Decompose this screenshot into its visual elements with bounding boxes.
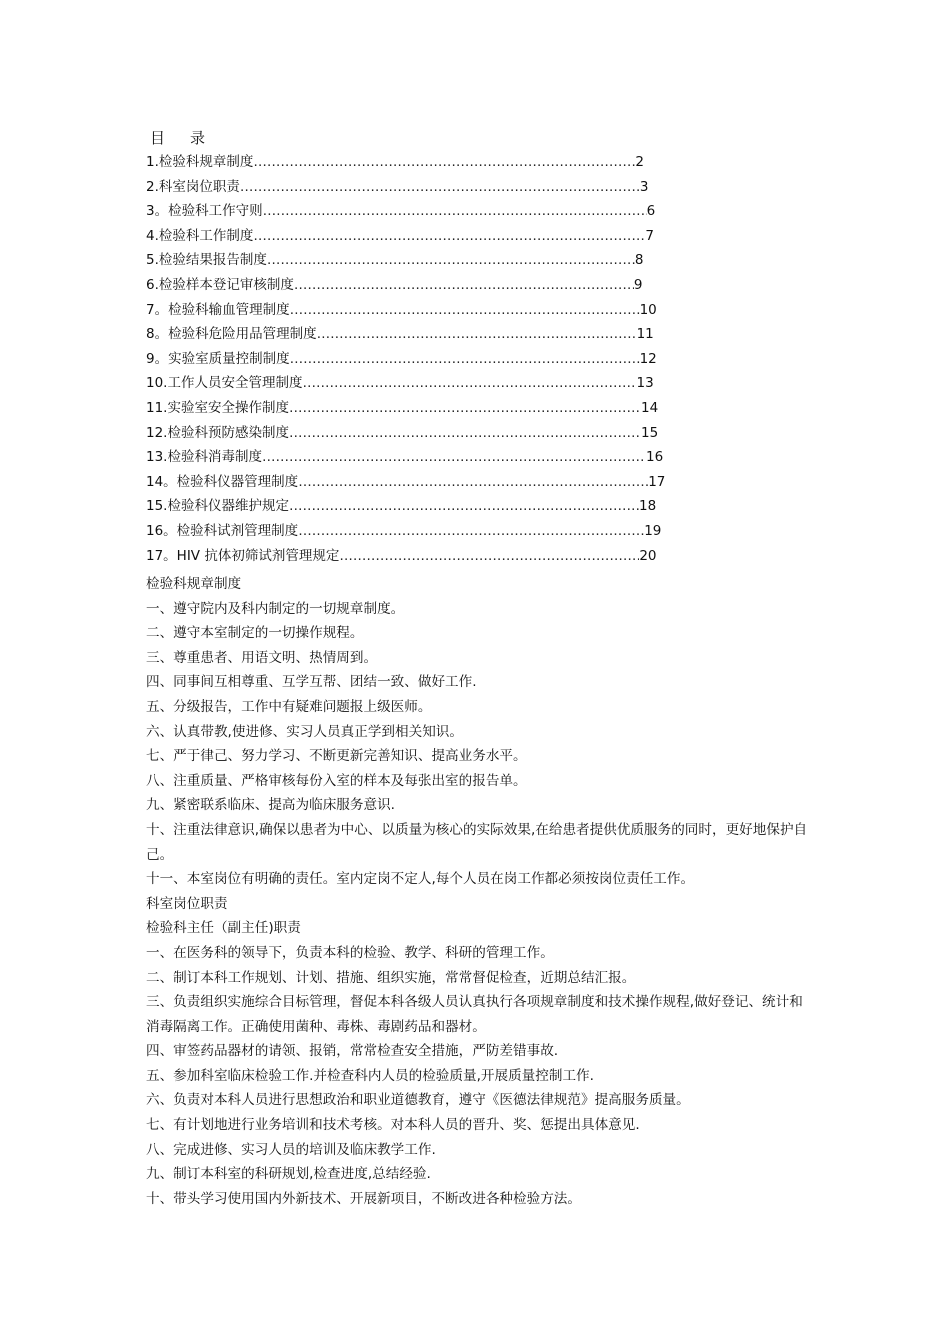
toc-entry[interactable]: 12.检验科预防感染制度 …………………………………………………………………………………………………………………… 15 [146, 421, 706, 446]
section-heading: 科室岗位职责 [146, 895, 228, 912]
toc-entry[interactable]: 15.检验科仪器维护规定 …………………………………………………………………………………………………………………… 18 [146, 494, 706, 519]
toc-entry[interactable]: 6.检验样本登记审核制度 …………………………………………………………………………………………………………………… 9 [146, 273, 706, 298]
rule-item: 三、尊重患者、用语文明、热情周到。 [146, 649, 378, 666]
sub-heading: 检验科主任（副主任)职责 [146, 920, 301, 937]
toc-entry[interactable]: 14。检验科仪器管理制度 …………………………………………………………………………………………………………………… 17 [146, 470, 706, 495]
rule-item: 七、严于律己、努力学习、不断更新完善知识、提高业务水平。 [146, 748, 527, 765]
duty-item: 二、制订本科工作规划、计划、措施、组织实施，常常督促检查，近期总结汇报。 [146, 969, 636, 986]
toc-entry[interactable]: 9。实验室质量控制制度 …………………………………………………………………………………………………………………… 12 [146, 347, 706, 372]
toc-title-char-1: 目 [150, 129, 167, 147]
duty-item: 十、带头学习使用国内外新技术、开展新项目，不断改进各种检验方法。 [146, 1190, 581, 1207]
duty-item: 六、负责对本科人员进行思想政治和职业道德教育，遵守《医德法律规范》提高服务质量。 [146, 1092, 690, 1109]
toc-title-char-2: 录 [190, 129, 207, 147]
duty-item: 七、有计划地进行业务培训和技术考核。对本科人员的晋升、奖、惩提出具体意见. [146, 1117, 640, 1134]
toc-entry[interactable]: 5.检验结果报告制度 …………………………………………………………………………………………………………………… 8 [146, 248, 706, 273]
toc-entry[interactable]: 11.实验室安全操作制度 …………………………………………………………………………………………………………………… 14 [146, 396, 706, 421]
toc-entry[interactable]: 2.科室岗位职责 …………………………………………………………………………………………………………………… 3 [146, 175, 706, 200]
toc-entry[interactable]: 3。检验科工作守则 …………………………………………………………………………………………………………………… 6 [146, 199, 706, 224]
duty-item: 三、负责组织实施综合目标管理，督促本科各级人员认真执行各项规章制度和技术操作规程,做好登记、统计和消毒隔离工作。正确使用菌种、毒株、毒剧药品和器材。 [146, 994, 803, 1035]
rule-item: 十一、本室岗位有明确的责任。室内定岗不定人,每个人员在岗工作都必须按岗位责任工作。 [146, 871, 695, 888]
toc-entry[interactable]: 16。检验科试剂管理制度 …………………………………………………………………………………………………………………… 19 [146, 519, 706, 544]
toc-entry[interactable]: 17。HIV 抗体初筛试剂管理规定 …………………………………………………………………………………………………………………… 20 [146, 544, 706, 569]
duty-item: 四、审签药品器材的请领、报销，常常检查安全措施，严防差错事故. [146, 1043, 559, 1060]
rule-item: 八、注重质量、严格审核每份入室的样本及每张出室的报告单。 [146, 772, 527, 789]
duty-item: 一、在医务科的领导下，负责本科的检验、教学、科研的管理工作。 [146, 944, 554, 961]
rule-item: 一、遵守院内及科内制定的一切规章制度。 [146, 600, 405, 617]
toc-title [150, 127, 206, 148]
toc-entry[interactable]: 4.检验科工作制度 …………………………………………………………………………………………………………………… 7 [146, 224, 706, 249]
toc-entry[interactable]: 8。检验科危险用品管理制度 …………………………………………………………………………………………………………………… 11 [146, 322, 706, 347]
toc-entry[interactable]: 10.工作人员安全管理制度 …………………………………………………………………………………………………………………… 13 [146, 371, 706, 396]
toc-entry[interactable]: 13.检验科消毒制度 …………………………………………………………………………………………………………………… 16 [146, 445, 706, 470]
rule-item: 六、认真带教,使进修、实习人员真正学到相关知识。 [146, 723, 463, 740]
rule-item: 五、分级报告，工作中有疑难问题报上级医师。 [146, 698, 432, 715]
rule-item: 四、同事间互相尊重、互学互帮、团结一致、做好工作. [146, 674, 477, 691]
toc-entry[interactable]: 7。检验科输血管理制度 …………………………………………………………………………………………………………………… 10 [146, 298, 706, 323]
duty-item: 五、参加科室临床检验工作.并检查科内人员的检验质量,开展质量控制工作. [146, 1067, 594, 1084]
table-of-contents [146, 150, 706, 568]
rule-item: 九、紧密联系临床、提高为临床服务意识. [146, 797, 396, 814]
duty-item: 九、制订本科室的科研规划,检查进度,总结经验. [146, 1166, 431, 1183]
document-body [146, 572, 816, 1211]
rule-item: 二、遵守本室制定的一切操作规程。 [146, 625, 364, 642]
rule-item: 十、注重法律意识,确保以患者为中心、以质量为核心的实际效果,在给患者提供优质服务的同时，更好地保护自己。 [146, 821, 808, 863]
toc-entry[interactable]: 1.检验科规章制度 …………………………………………………………………………………………………………………… 2 [146, 150, 706, 175]
duty-item: 八、完成进修、实习人员的培训及临床教学工作. [146, 1141, 436, 1158]
section-heading: 检验科规章制度 [146, 576, 242, 592]
